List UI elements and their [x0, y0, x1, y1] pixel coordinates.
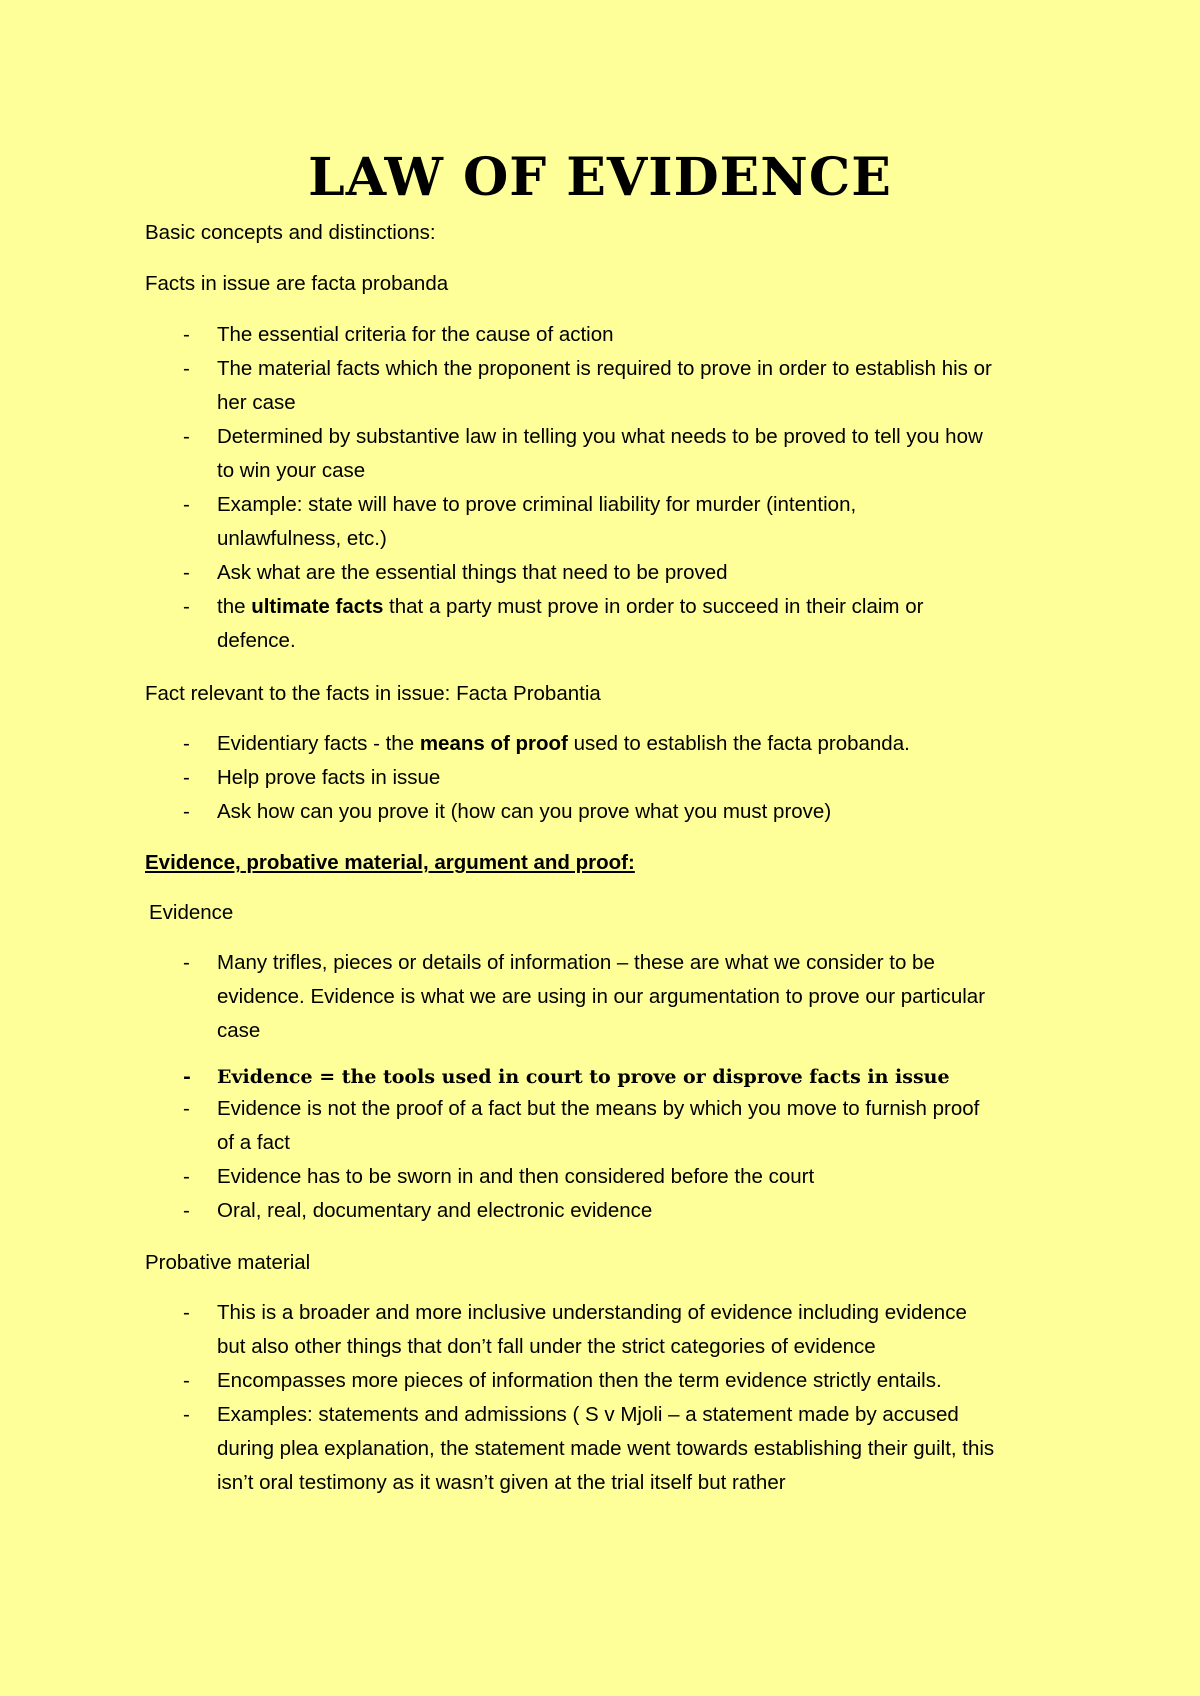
list-item [145, 761, 1065, 795]
list-item-bold: means of proof [419, 732, 568, 755]
list-item [145, 795, 1065, 829]
list-item [145, 727, 1065, 761]
section3-heading: Evidence, probative material, argument and proof: [145, 851, 635, 874]
list-item-text: This is a broader and more inclusive understanding of evidence including evidence but also other things that don’t fall under the strict categories of evidence [217, 1301, 967, 1358]
list-item-text: Help prove facts in issue [217, 766, 441, 789]
section2-list [145, 727, 1065, 829]
dash-bullet: - [183, 425, 190, 448]
dash-bullet: - [183, 1301, 190, 1324]
list-item [145, 1160, 1065, 1194]
list-item-text: Many trifles, pieces or details of information – these are what we consider to be evidence. Evidence is what we are using in our argumentation to prove our particular case [217, 951, 986, 1042]
list-item-text: The essential criteria for the cause of action [217, 323, 614, 346]
section4-list [145, 1296, 1065, 1500]
list-item [145, 1398, 1017, 1500]
list-item-text: Evidence = the tools used in court to prove or disprove facts in issue [217, 1066, 950, 1088]
dash-bullet: - [183, 323, 190, 346]
list-item [145, 1092, 997, 1160]
dash-bullet: - [183, 766, 190, 789]
list-item-text: Ask what are the essential things that need to be proved [217, 561, 728, 584]
list-item [145, 488, 977, 556]
list-item [145, 1296, 997, 1364]
dash-bullet: - [183, 595, 190, 618]
dash-bullet: - [183, 1403, 190, 1426]
document-title: LAW OF EVIDENCE [308, 147, 892, 208]
list-item-text: Examples: statements and admissions ( S v Mjoli – a statement made by accused during plea explanation, the statement made went towards establishing their guilt, this isn’t oral testimony as it wasn’t given at the trial itself but rather [217, 1403, 995, 1494]
intro-text: Basic concepts and distinctions: [145, 221, 436, 244]
dash-bullet: - [183, 1066, 191, 1088]
section3-list [145, 946, 1065, 1228]
list-item [145, 352, 997, 420]
section2-heading: Fact relevant to the facts in issue: Facta Probantia [145, 682, 601, 705]
section4-heading: Probative material [145, 1251, 311, 1274]
section1-heading: Facts in issue are facta probanda [145, 272, 449, 295]
dash-bullet: - [183, 951, 190, 974]
list-item [145, 318, 1065, 352]
list-item-text: Oral, real, documentary and electronic evidence [217, 1199, 653, 1222]
list-item-bold: ultimate facts [251, 595, 384, 618]
section1-list [145, 318, 1065, 658]
list-item [145, 946, 997, 1048]
list-item [145, 590, 997, 658]
dash-bullet: - [183, 1165, 190, 1188]
dash-bullet: - [183, 1199, 190, 1222]
list-item [145, 1062, 1065, 1092]
dash-bullet: - [183, 1097, 190, 1120]
dash-bullet: - [183, 800, 190, 823]
list-item-text: Evidence is not the proof of a fact but the means by which you move to furnish proof of a fact [217, 1097, 980, 1154]
list-item-text: Example: state will have to prove criminal liability for murder (intention, unlawfulness, etc.) [217, 493, 857, 550]
list-item-text: Encompasses more pieces of information then the term evidence strictly entails. [217, 1369, 942, 1392]
dash-bullet: - [183, 1369, 190, 1392]
list-item-post: that a party must prove in order to succeed in their claim or defence. [217, 595, 924, 652]
dash-bullet: - [183, 732, 190, 755]
list-item [145, 1364, 1065, 1398]
dash-bullet: - [183, 493, 190, 516]
dash-bullet: - [183, 357, 190, 380]
list-item-text: The material facts which the proponent is required to prove in order to establish his or her case [217, 357, 992, 414]
list-item-text: Evidence has to be sworn in and then considered before the court [217, 1165, 815, 1188]
list-item-text: Ask how can you prove it (how can you prove what you must prove) [217, 800, 832, 823]
list-item-pre: the [217, 595, 252, 618]
list-item-pre: Evidentiary facts - the [217, 732, 420, 755]
list-item [145, 1194, 1065, 1228]
list-item-text: Determined by substantive law in telling you what needs to be proved to tell you how to win your case [217, 425, 983, 482]
list-item [145, 420, 997, 488]
list-item [145, 556, 1065, 590]
dash-bullet: - [183, 561, 190, 584]
list-item-post: used to establish the facta probanda. [567, 732, 910, 755]
section3-subheading: Evidence [149, 901, 234, 924]
